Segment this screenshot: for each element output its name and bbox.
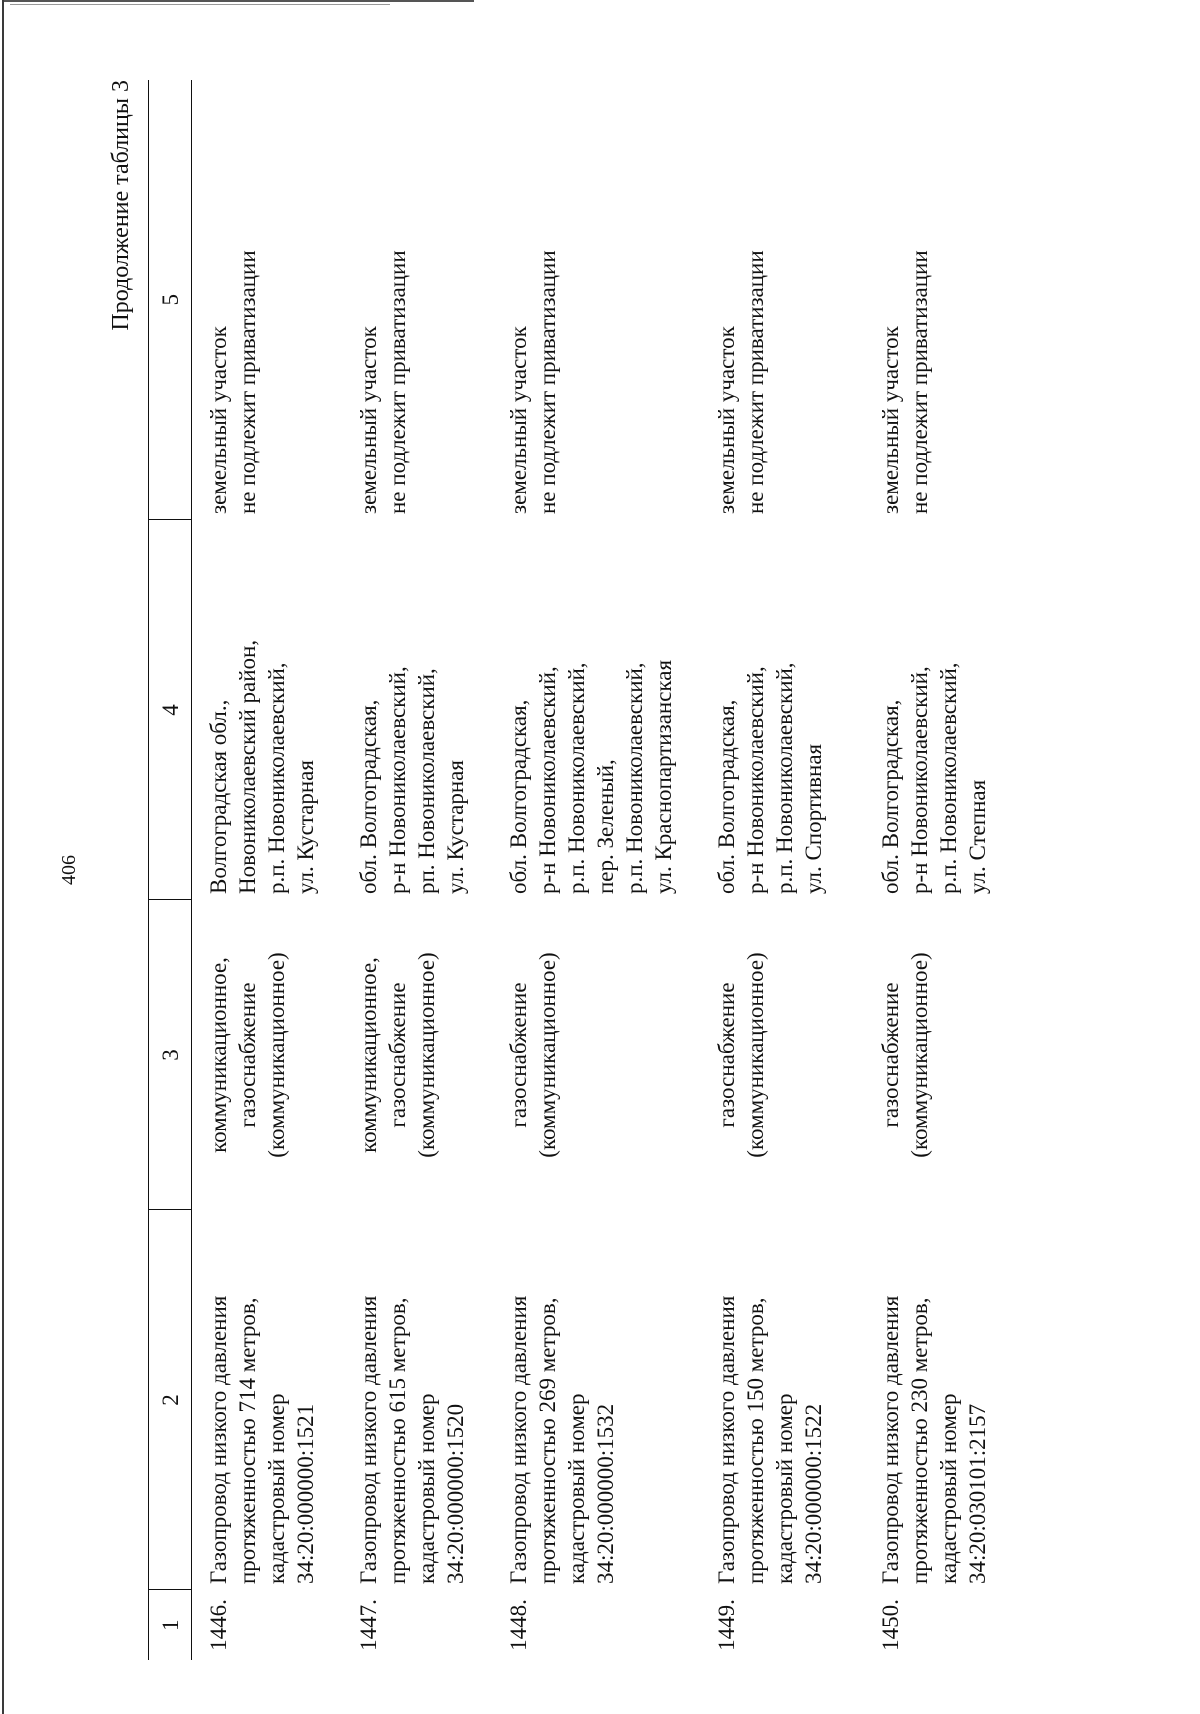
address-line: р.п. Новониколаевский, [264, 662, 289, 894]
address-line: р.п. Новониколаевский, [772, 662, 797, 894]
address-line: рп. Новониколаевский, [414, 668, 439, 894]
note-line: земельный участок [878, 326, 903, 514]
note-line: не подлежит приватизации [743, 250, 768, 514]
column-header-3: 3 [149, 900, 192, 1210]
purpose-line: (коммуникационное) [907, 952, 932, 1158]
object-line: протяженностью 714 метров, [235, 1297, 260, 1584]
scan-edge-left [2, 0, 4, 1714]
scan-edge-top-secondary [10, 4, 390, 5]
rotated-page [40, 80, 1170, 1660]
object-description [342, 1210, 492, 1590]
object-address [864, 520, 1016, 900]
table-row [492, 80, 700, 1660]
scan-edge-top [4, 0, 474, 2]
purpose-line: газоснабжение [506, 982, 531, 1128]
purpose-line: коммуникационное, [206, 957, 231, 1153]
object-line: кадастровый номер [414, 1393, 439, 1584]
object-line: Газопровод низкого давления [206, 1295, 231, 1584]
row-number: 1449. [714, 1599, 739, 1651]
object-description [192, 1210, 343, 1590]
object-purpose [700, 900, 864, 1210]
object-address [192, 520, 343, 900]
object-line: Газопровод низкого давления [356, 1295, 381, 1584]
page-number: 406 [58, 855, 80, 885]
property-table [148, 80, 1016, 1660]
table-row [192, 80, 343, 1660]
object-line: Газопровод низкого давления [878, 1295, 903, 1584]
column-header-1: 1 [149, 1590, 192, 1660]
object-note [492, 80, 700, 520]
address-line: ул. Степная [965, 779, 990, 894]
note-line: не подлежит приватизации [385, 250, 410, 514]
object-line: 34:20:000000:1532 [593, 1403, 618, 1584]
note-line: земельный участок [506, 326, 531, 514]
column-header-4: 4 [149, 520, 192, 900]
row-number: 1450. [878, 1599, 903, 1651]
object-line: протяженностью 269 метров, [535, 1297, 560, 1584]
object-line: 34:20:030101:2157 [965, 1403, 990, 1584]
purpose-line: коммуникационное, [356, 957, 381, 1153]
object-line: кадастровый номер [772, 1393, 797, 1584]
address-line: р-н Новониколаевский, [907, 666, 932, 894]
table-row [700, 80, 864, 1660]
purpose-line: (коммуникационное) [743, 952, 768, 1158]
column-header-5: 5 [149, 80, 192, 520]
object-line: 34:20:000000:1521 [293, 1403, 318, 1584]
object-note [192, 80, 343, 520]
object-description [864, 1210, 1016, 1590]
object-line: Газопровод низкого давления [714, 1295, 739, 1584]
purpose-line: газоснабжение [878, 982, 903, 1128]
note-line: земельный участок [714, 326, 739, 514]
note-line: не подлежит приватизации [907, 250, 932, 514]
address-line: р.п. Новониколаевский, [622, 662, 647, 894]
object-purpose [492, 900, 700, 1210]
note-line: не подлежит приватизации [235, 250, 260, 514]
address-line: ул. Краснопартизанская [651, 659, 676, 894]
note-line: не подлежит приватизации [535, 250, 560, 514]
object-purpose [864, 900, 1016, 1210]
purpose-line: (коммуникационное) [264, 952, 289, 1158]
address-line: пер. Зеленый, [593, 759, 618, 894]
note-line: земельный участок [356, 326, 381, 514]
purpose-line: газоснабжение [385, 982, 410, 1128]
object-purpose [342, 900, 492, 1210]
table-row [342, 80, 492, 1660]
address-line: р-н Новониколаевский, [535, 666, 560, 894]
object-address [342, 520, 492, 900]
address-line: Новониколаевский район, [235, 639, 260, 894]
object-line: кадастровый номер [264, 1393, 289, 1584]
address-line: обл. Волгоградская, [714, 699, 739, 894]
object-purpose [192, 900, 343, 1210]
column-number-row [149, 80, 192, 1660]
column-header-2: 2 [149, 1210, 192, 1590]
table-row [864, 80, 1016, 1660]
object-line: кадастровый номер [564, 1393, 589, 1584]
object-description [492, 1210, 700, 1590]
address-line: р-н Новониколаевский, [385, 666, 410, 894]
object-line: протяженностью 150 метров, [743, 1297, 768, 1584]
object-line: протяженностью 615 метров, [385, 1297, 410, 1584]
object-description [700, 1210, 864, 1590]
note-line: земельный участок [206, 326, 231, 514]
address-line: обл. Волгоградская, [356, 699, 381, 894]
row-number: 1447. [356, 1599, 381, 1651]
address-line: обл. Волгоградская, [878, 699, 903, 894]
row-number: 1446. [206, 1599, 231, 1651]
address-line: ул. Спортивная [801, 743, 826, 894]
address-line: р.п. Новониколаевский, [936, 662, 961, 894]
object-note [700, 80, 864, 520]
purpose-line: (коммуникационное) [414, 952, 439, 1158]
row-number: 1448. [506, 1599, 531, 1651]
object-note [864, 80, 1016, 520]
object-address [492, 520, 700, 900]
object-note [342, 80, 492, 520]
object-line: Газопровод низкого давления [506, 1295, 531, 1584]
purpose-line: газоснабжение [235, 982, 260, 1128]
address-line: ул. Кустарная [443, 760, 468, 894]
object-line: протяженностью 230 метров, [907, 1297, 932, 1584]
object-address [700, 520, 864, 900]
address-line: обл. Волгоградская, [506, 699, 531, 894]
address-line: р-н Новониколаевский, [743, 666, 768, 894]
object-line: 34:20:000000:1522 [801, 1403, 826, 1584]
table-continuation-caption: Продолжение таблицы 3 [108, 80, 134, 331]
object-line: 34:20:000000:1520 [443, 1403, 468, 1584]
address-line: Волгоградская обл., [206, 699, 231, 894]
address-line: ул. Кустарная [293, 760, 318, 894]
purpose-line: (коммуникационное) [535, 952, 560, 1158]
address-line: р.п. Новониколаевский, [564, 662, 589, 894]
object-line: кадастровый номер [936, 1393, 961, 1584]
purpose-line: газоснабжение [714, 982, 739, 1128]
